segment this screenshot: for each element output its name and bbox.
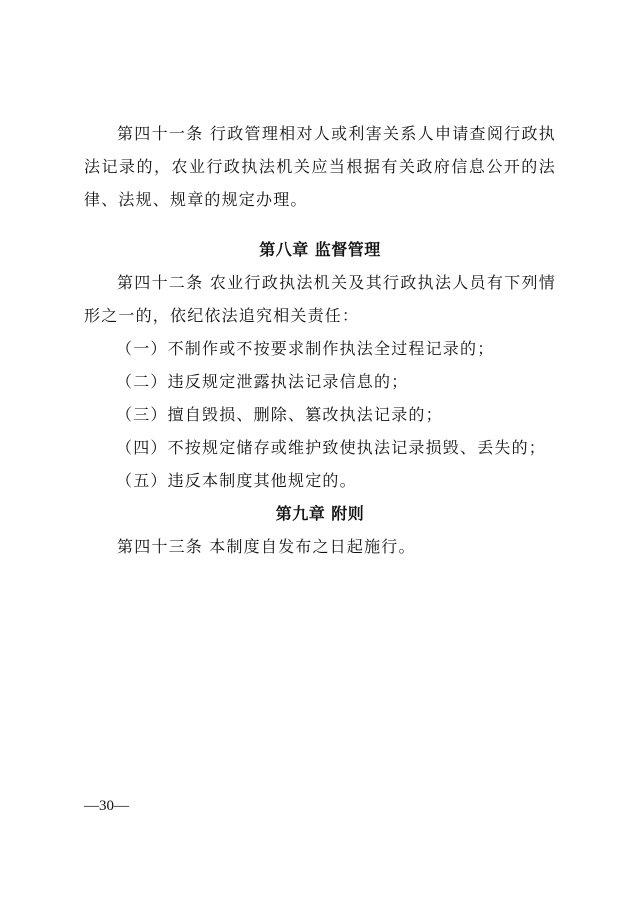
article-41: 第四十一条 行政管理相对人或利害关系人申请查阅行政执法记录的，农业行政执法机关应当根据有关政府信息公开的法律、法规、规章的规定办理。: [84, 124, 556, 209]
chapter-8-heading: 第八章 监督管理: [259, 240, 381, 259]
article-42-item-3: （三）擅自毁损、删除、篡改执法记录的；: [116, 405, 443, 424]
article-42-item-1: （一）不制作或不按要求制作执法全过程记录的；: [116, 339, 495, 358]
article-42: 第四十二条 农业行政执法机关及其行政执法人员有下列情形之一的，依纪依法追究相关责任：: [84, 273, 556, 325]
article-43: 第四十三条 本制度自发布之日起施行。: [117, 537, 416, 556]
page-number: —30—: [84, 798, 129, 814]
article-42-item-4: （四）不按规定储存或维护致使执法记录损毁、丢失的；: [116, 438, 547, 457]
chapter-9-heading: 第九章 附则: [275, 504, 365, 523]
article-42-item-2: （二）违反规定泄露执法记录信息的；: [116, 372, 409, 391]
article-42-item-5: （五）违反本制度其他规定的。: [116, 471, 357, 490]
